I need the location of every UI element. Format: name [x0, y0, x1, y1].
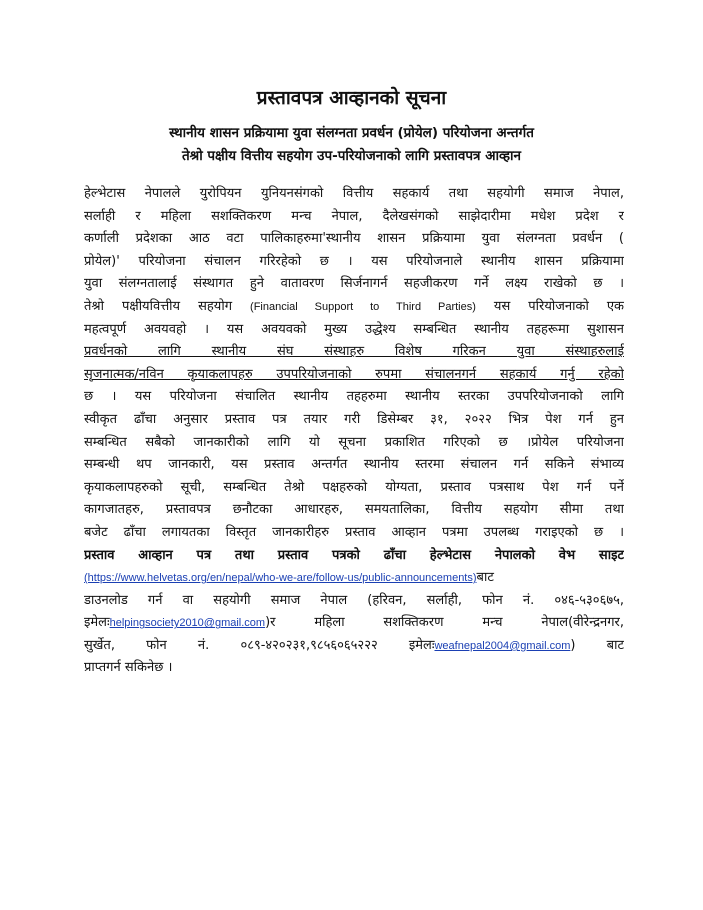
page-title: प्रस्तावपत्र आव्हानको सूचना [256, 87, 447, 109]
body-line: कृयाकलापहरुको सूची, सम्बन्धित तेश्रो पक्षहरुको योग्यता, प्रस्ताव पत्रसाथ पेश गर्न पर्ने [84, 479, 624, 495]
body-line: छ । यस परियोजना संचालित स्थानीय तहहरुमा स्थानीय स्तरका उपपरियोजनाको लागि [84, 389, 624, 405]
notice-body [84, 183, 624, 680]
body-line: सम्बन्धित सबैको जानकारीको लागि यो सूचना प्रकाशित गरिएको छ ।प्रोयेल परियोजना [84, 434, 624, 450]
body-line: प्राप्तगर्न सकिनेछ । [84, 660, 173, 676]
body-text: बाट [476, 570, 494, 586]
body-text: )र महिला सशक्तिकरण मन्च नेपाल(वीरेन्द्रनगर, [265, 615, 624, 631]
body-line: सम्बन्धी थप जानकारी, यस प्रस्ताव अन्तर्गत स्थानीय स्तरमा संचालन गर्न सकिने संभाव्य [84, 457, 624, 473]
body-text: तेश्रो पक्षीयवित्तीय सहयोग [84, 298, 233, 314]
body-line: कर्णाली प्रदेशका आठ वटा पालिकाहरुमा'स्थानीय शासन प्रक्रियामा युवा संलग्नता प्रवर्धन ( [84, 231, 624, 247]
body-line: डाउनलोड गर्न वा सहयोगी समाज नेपाल (हरिवन, सर्लाही, फोन नं. ०४६-५३०६७५, [84, 592, 624, 608]
body-line: प्रस्ताव आव्हान पत्र तथा प्रस्ताव पत्रको ढाँचा हेल्भेटास नेपालको वेभ साइट [84, 547, 624, 563]
body-line: बजेट ढाँचा लगायतका विस्तृत जानकारीहरु प्रस्ताव आव्हान पत्रमा उपलब्ध गराइएको छ । [84, 524, 624, 540]
body-line: महत्वपूर्ण अवयवहो । यस अवयवको मुख्य उद्धेश्य सम्बन्धित स्थानीय तहहरूमा सुशासन [84, 321, 624, 337]
subtitle-call: तेश्रो पक्षीय वित्तीय सहयोग उप-परियोजनाको लागि प्रस्तावपत्र आव्हान [181, 148, 522, 164]
subtitle-project: स्थानीय शासन प्रक्रियामा युवा संलग्नता प्रवर्धन (प्रोयेल) परियोजना अन्तर्गत [169, 125, 534, 141]
body-line: प्रवर्धनको लागि स्थानीय संघ संस्थाहरु विशेष गरिकन युवा संस्थाहरुलाई [84, 344, 624, 360]
email-label: इमेलः [84, 615, 110, 631]
body-line: हेल्भेटास नेपालले युरोपियन युनियनसंगको वित्तीय सहकार्य तथा सहयोगी समाज नेपाल, [84, 186, 624, 201]
body-line: स्वीकृत ढाँचा अनुसार प्रस्ताव पत्र तयार गरी डिसेम्बर ३१, २०२२ भित्र पेश गर्न हुन [84, 411, 624, 427]
body-text: ) बाट [570, 637, 624, 653]
body-text: यस परियोजनाको एक [493, 298, 624, 314]
english-term: (Financial Support to Third Parties) [250, 300, 476, 313]
body-line: प्रोयेल)' परियोजना संचालन गरिरहेको छ । यस परियोजनाले स्थानीय शासन प्रक्रियामा [84, 253, 624, 269]
body-line [84, 635, 624, 658]
body-line: कागजातहरु, प्रस्तावपत्र छनौटका आधारहरु, समयतालिका, वित्तीय सहयोग सीमा तथा [84, 502, 624, 518]
helvetas-website-link[interactable]: (https://www.helvetas.org/en/nepal/who-we-are/follow-us/public-announcements) [84, 572, 477, 585]
email-link-helpingsociety[interactable]: helpingsociety2010@gmail.com [109, 617, 266, 630]
body-line [84, 567, 624, 590]
body-line: युवा संलग्नतालाई संस्थागत हुने वातावरण सिर्जनागर्न सहजीकरण गर्ने लक्ष्य राखेको छ । [84, 276, 624, 292]
body-line: सृजनात्मक/नविन कृयाकलापहरु उपपरियोजनाको रुपमा संचालनगर्न सहकार्य गर्नु रहेको [84, 366, 624, 382]
body-line [84, 296, 624, 319]
body-line: सर्लाही र महिला सशक्तिकरण मन्च नेपाल, दैलेखसंगको साझेदारीमा मधेश प्रदेश र [84, 208, 624, 224]
email-link-weafnepal[interactable]: weafnepal2004@gmail.com [434, 639, 571, 652]
body-text: सुर्खेत, फोन नं. ०८९-४२०२३१,९८५६०६५२२२ इमेलः [84, 637, 435, 653]
body-line [84, 612, 624, 635]
